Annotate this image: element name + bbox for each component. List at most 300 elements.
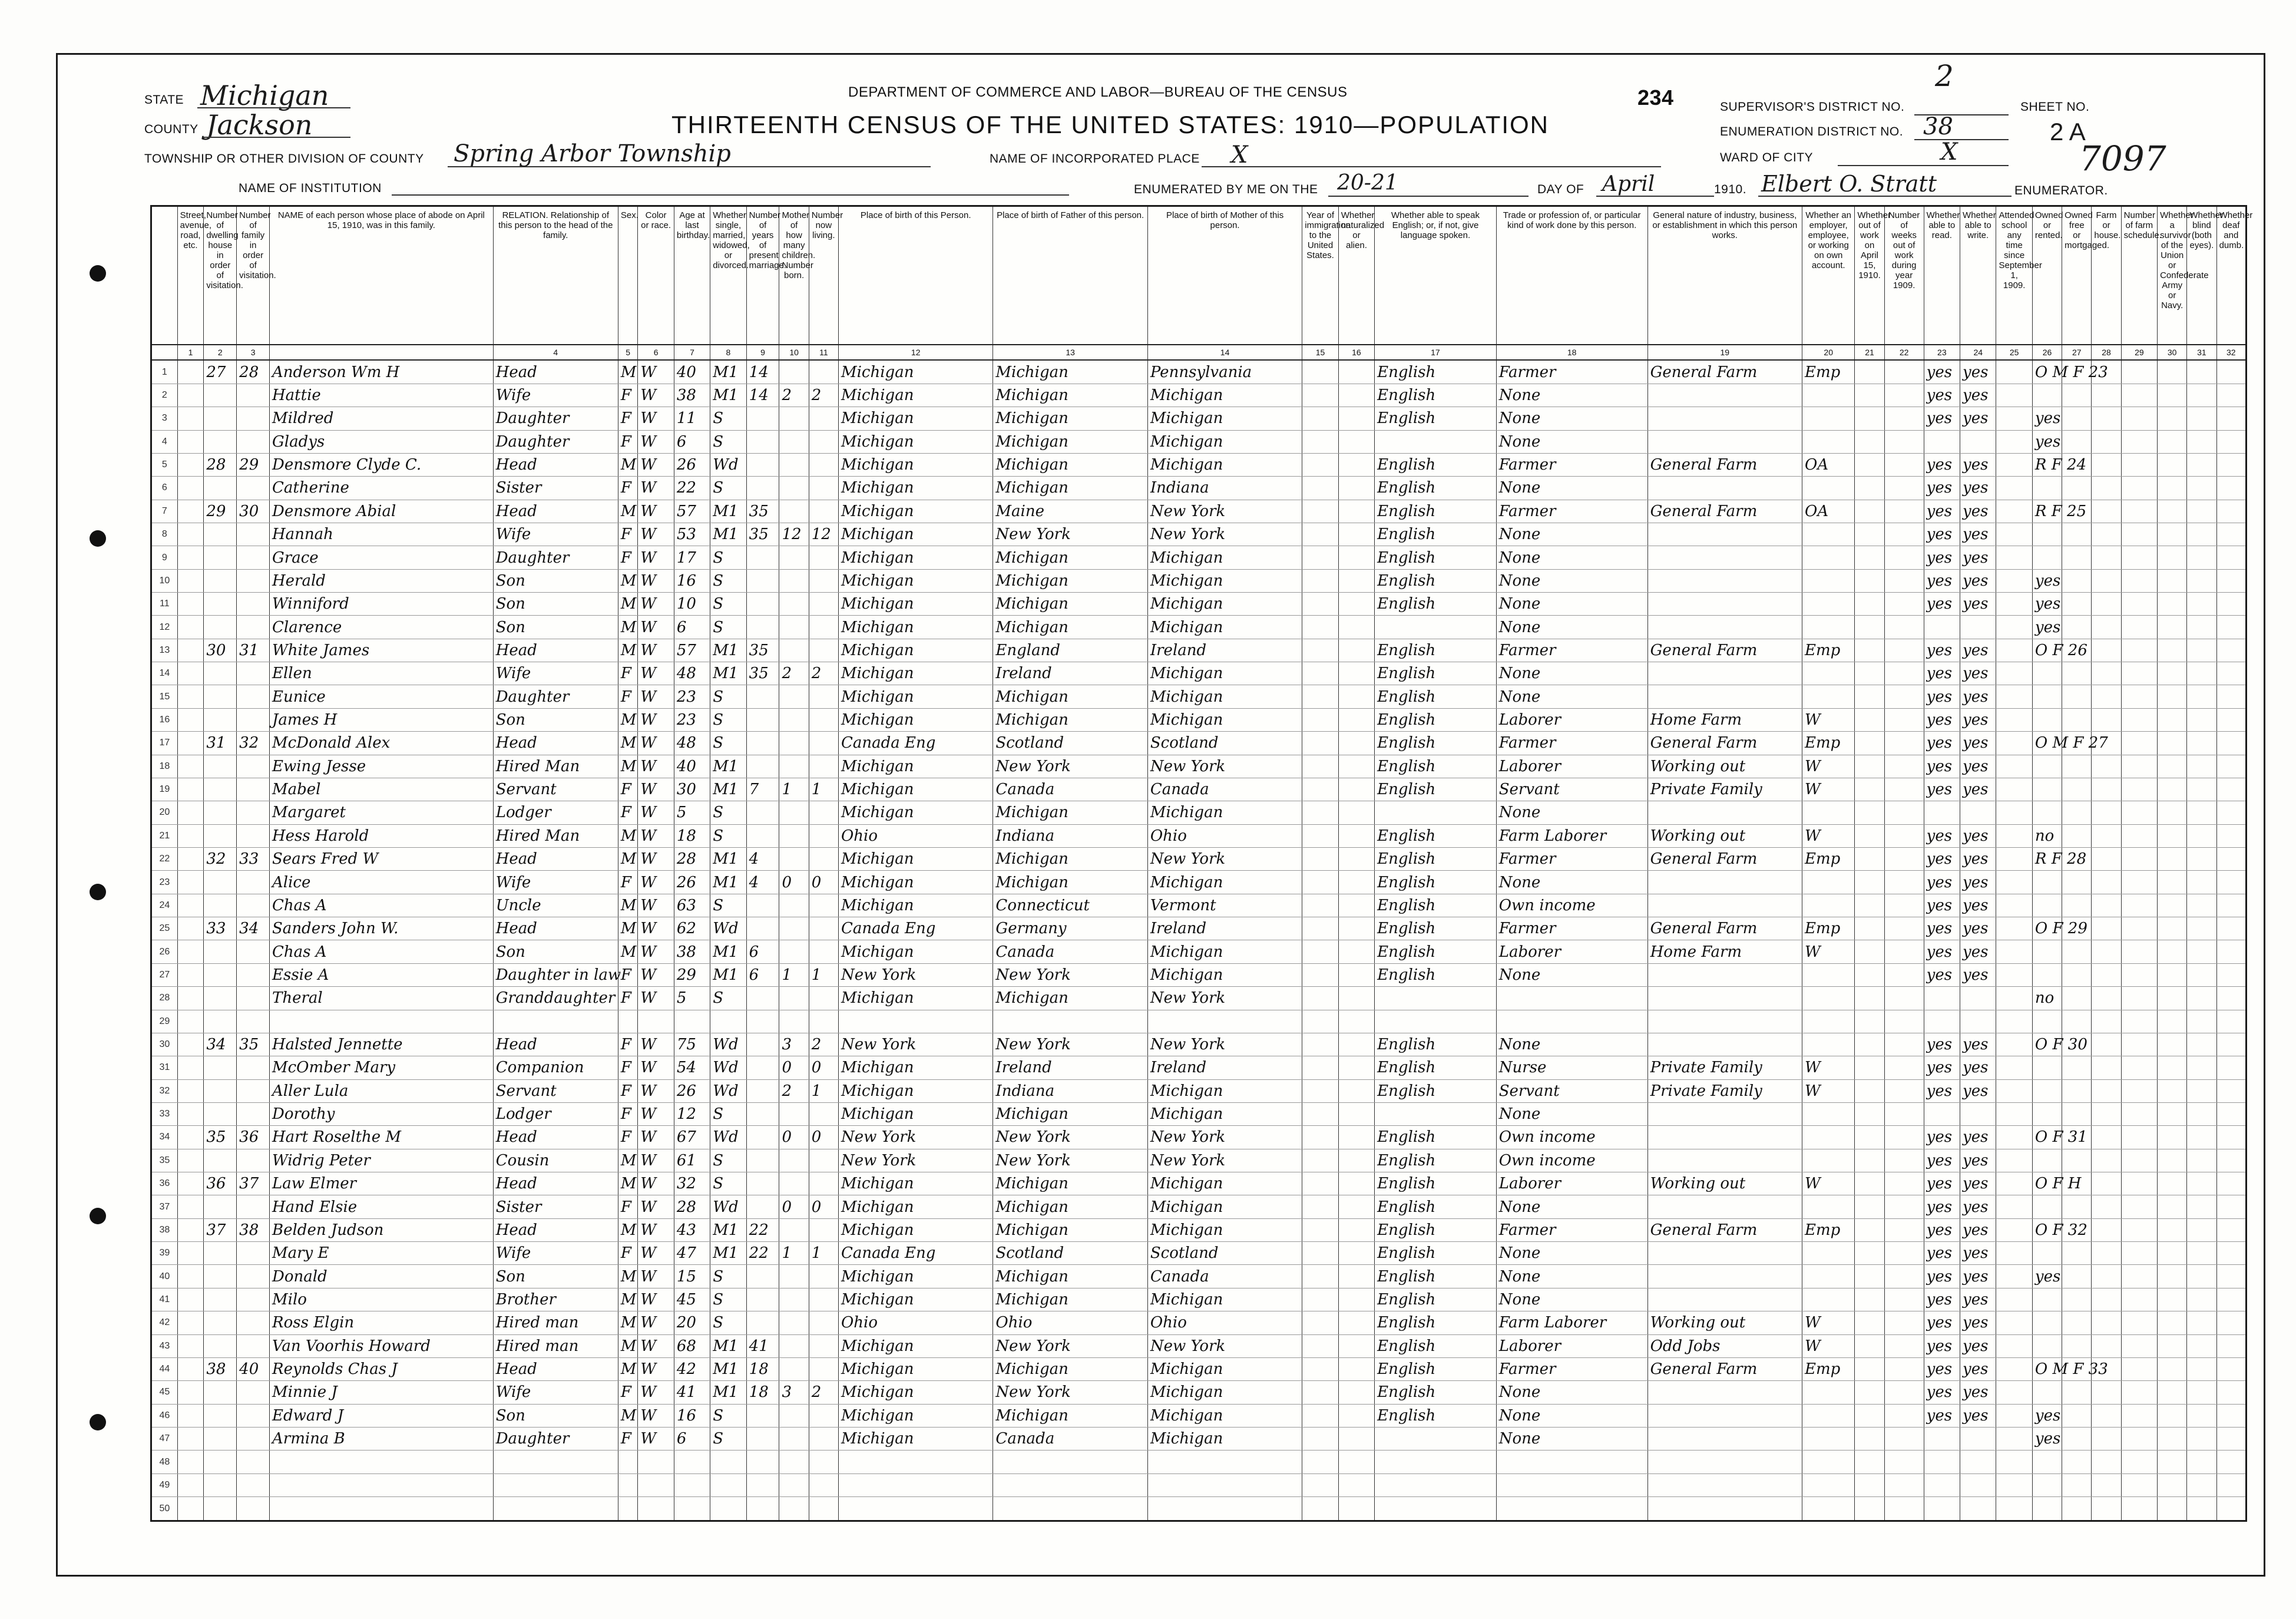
cell-liv (809, 848, 838, 871)
cell-liv (809, 1102, 838, 1125)
cell-fam (237, 685, 270, 708)
cell-fam (237, 963, 270, 986)
cell-rel: Wife (493, 523, 618, 546)
census-row (151, 848, 2247, 871)
cell-fam: 40 (237, 1357, 270, 1380)
cell-rel: Lodger (493, 1102, 618, 1125)
cell-empty (2062, 477, 2092, 500)
cell-read: yes (1924, 569, 1960, 592)
cell-fpob: Indiana (993, 1079, 1147, 1102)
cell-empty (1302, 1451, 1338, 1473)
cell-empty (2092, 477, 2121, 500)
cell-write: yes (1960, 708, 1996, 731)
cell-empty (1338, 1311, 1374, 1334)
cell-ind (1647, 593, 1802, 616)
cell-empty (2216, 384, 2246, 407)
cell-empty (177, 755, 204, 778)
cell-age (674, 1497, 710, 1521)
cell-empty (1338, 1357, 1374, 1380)
cell-sex: M (618, 732, 638, 755)
line-number: 3 (151, 407, 178, 430)
cell-empty (1884, 1149, 1924, 1172)
county-value: Jackson (206, 109, 313, 141)
cell-sex: M (618, 1311, 638, 1334)
cell-empty (2216, 848, 2246, 871)
cell-empty (2216, 1033, 2246, 1056)
cell-empty (1996, 1473, 2032, 1496)
cell-ind (1647, 1497, 1802, 1521)
cell-empty (2092, 662, 2121, 685)
cell-fpob: Canada (993, 778, 1147, 801)
cell-empty (2121, 894, 2157, 917)
cell-yrs (746, 732, 779, 755)
cell-empty (2062, 778, 2092, 801)
cell-mar: M1 (710, 639, 746, 662)
cell-occ: Farmer (1496, 848, 1647, 871)
cell-read: yes (1924, 1381, 1960, 1404)
cell-born (779, 894, 809, 917)
cell-empty (1338, 1195, 1374, 1218)
cell-empty (2187, 453, 2216, 476)
cell-empty (1855, 1010, 1884, 1033)
cell-age: 42 (674, 1357, 710, 1380)
line-number: 1 (151, 360, 178, 384)
cell-emp (1802, 569, 1855, 592)
cell-empty (177, 871, 204, 894)
cell-empty (1996, 384, 2032, 407)
line-number: 24 (151, 894, 178, 917)
cell-empty (177, 662, 204, 685)
cell-born (779, 755, 809, 778)
cell-age: 16 (674, 1404, 710, 1427)
cell-mpob (1147, 1010, 1302, 1033)
cell-empty (2158, 987, 2187, 1010)
cell-dw: 32 (204, 848, 237, 871)
cell-sex: M (618, 940, 638, 963)
line-number: 50 (151, 1497, 178, 1521)
cell-empty (1302, 963, 1338, 986)
cell-ind (1647, 1033, 1802, 1056)
column-header: Whether naturalized or alien. (1338, 206, 1374, 345)
cell-fam (237, 871, 270, 894)
cell-age: 57 (674, 639, 710, 662)
cell-empty (1302, 1033, 1338, 1056)
cell-empty (1996, 1033, 2032, 1056)
cell-empty (2092, 1218, 2121, 1241)
cell-eng: English (1375, 963, 1497, 986)
cell-pob: Michigan (838, 708, 992, 731)
cell-empty (1338, 778, 1374, 801)
line-number: 47 (151, 1427, 178, 1450)
cell-mar: S (710, 616, 746, 639)
cell-empty (1302, 871, 1338, 894)
cell-write: yes (1960, 963, 1996, 986)
line-number: 20 (151, 801, 178, 824)
column-header: NAME of each person whose place of abode on April 15, 1910, was in this family. (270, 206, 494, 345)
cell-born (779, 430, 809, 453)
cell-empty (1996, 593, 2032, 616)
cell-occ: None (1496, 384, 1647, 407)
cell-eng: English (1375, 1265, 1497, 1288)
cell-race: W (638, 708, 674, 731)
cell-empty (2121, 546, 2157, 569)
cell-read: yes (1924, 1404, 1960, 1427)
cell-age: 17 (674, 546, 710, 569)
cell-eng: English (1375, 546, 1497, 569)
cell-mar: S (710, 801, 746, 824)
cell-empty (2216, 1079, 2246, 1102)
cell-ind (1647, 1265, 1802, 1288)
cell-own (2032, 1381, 2062, 1404)
cell-mpob: Michigan (1147, 1404, 1302, 1427)
cell-empty (177, 987, 204, 1010)
cell-mar: Wd (710, 1079, 746, 1102)
cell-empty (2187, 1473, 2216, 1496)
cell-empty (2092, 1473, 2121, 1496)
cell-born (779, 1357, 809, 1380)
cell-born: 1 (779, 1242, 809, 1265)
cell-pob: Michigan (838, 662, 992, 685)
column-header: Street, avenue, road, etc. (177, 206, 204, 345)
cell-rel: Head (493, 1033, 618, 1056)
cell-name: Hart Roselthe M (270, 1126, 494, 1149)
cell-race: W (638, 662, 674, 685)
cell-empty (1338, 755, 1374, 778)
cell-empty (2092, 523, 2121, 546)
cell-read: yes (1924, 894, 1960, 917)
cell-ind (1647, 407, 1802, 430)
cell-own (2032, 778, 2062, 801)
sheet-value: 2 A (2050, 118, 2086, 146)
cell-race: W (638, 1357, 674, 1380)
line-number: 5 (151, 453, 178, 476)
cell-empty (177, 1334, 204, 1357)
cell-own: yes (2032, 616, 2062, 639)
cell-rel: Head (493, 1218, 618, 1241)
cell-empty (1338, 917, 1374, 940)
cell-empty (1884, 778, 1924, 801)
cell-eng: English (1375, 453, 1497, 476)
cell-liv (809, 546, 838, 569)
cell-mar: S (710, 1427, 746, 1450)
cell-ind: General Farm (1647, 453, 1802, 476)
cell-read (1924, 430, 1960, 453)
page-number: 234 (1637, 85, 1674, 110)
column-header: Whether able to speak English; or, if not, give language spoken. (1375, 206, 1497, 345)
cell-yrs: 6 (746, 963, 779, 986)
cell-age: 57 (674, 500, 710, 523)
cell-mpob: Ireland (1147, 1056, 1302, 1079)
column-number: 27 (2062, 345, 2092, 360)
cell-rel: Son (493, 1404, 618, 1427)
cell-write: yes (1960, 1056, 1996, 1079)
cell-occ: Farmer (1496, 1218, 1647, 1241)
cell-sex: M (618, 593, 638, 616)
cell-emp (1802, 1497, 1855, 1521)
cell-own: O F 32 (2032, 1218, 2062, 1241)
cell-fam (237, 523, 270, 546)
cell-empty (1884, 1404, 1924, 1427)
cell-empty (1855, 685, 1884, 708)
cell-empty (1302, 708, 1338, 731)
cell-name: Aller Lula (270, 1079, 494, 1102)
cell-dw (204, 963, 237, 986)
column-header: Number of farm schedule. (2121, 206, 2157, 345)
cell-sex: F (618, 1079, 638, 1102)
cell-born (779, 569, 809, 592)
cell-eng: English (1375, 500, 1497, 523)
cell-yrs (746, 987, 779, 1010)
cell-mpob: Michigan (1147, 616, 1302, 639)
cell-empty (1996, 1427, 2032, 1450)
cell-yrs: 35 (746, 523, 779, 546)
cell-read: yes (1924, 1357, 1960, 1380)
cell-empty (2216, 1497, 2246, 1521)
cell-sex (618, 1473, 638, 1496)
cell-empty (2216, 546, 2246, 569)
cell-write: yes (1960, 848, 1996, 871)
cell-pob: New York (838, 1033, 992, 1056)
cell-name: Densmore Clyde C. (270, 453, 494, 476)
cell-emp (1802, 963, 1855, 986)
cell-rel: Hired Man (493, 755, 618, 778)
column-number: 23 (1924, 345, 1960, 360)
line-number: 27 (151, 963, 178, 986)
cell-ind: General Farm (1647, 360, 1802, 384)
cell-read: yes (1924, 848, 1960, 871)
cell-born (779, 1473, 809, 1496)
cell-emp (1802, 1427, 1855, 1450)
cell-empty (2158, 755, 2187, 778)
cell-mpob: New York (1147, 1126, 1302, 1149)
column-number: 3 (237, 345, 270, 360)
column-header: Whether a survivor of the Union or Confederate Army or Navy. (2158, 206, 2187, 345)
cell-empty (2187, 1381, 2216, 1404)
cell-empty (2158, 685, 2187, 708)
line-number: 16 (151, 708, 178, 731)
cell-empty (2121, 1242, 2157, 1265)
cell-pob: Michigan (838, 1357, 992, 1380)
cell-empty (1338, 1102, 1374, 1125)
cell-empty (1996, 546, 2032, 569)
cell-own (2032, 685, 2062, 708)
cell-sex: M (618, 1334, 638, 1357)
line-number: 34 (151, 1126, 178, 1149)
cell-empty (2121, 1404, 2157, 1427)
cell-liv: 0 (809, 1195, 838, 1218)
column-number: 2 (204, 345, 237, 360)
township-label: TOWNSHIP OR OTHER DIVISION OF COUNTY (144, 152, 424, 166)
line-number: 36 (151, 1172, 178, 1195)
cell-empty (177, 801, 204, 824)
cell-pob: Michigan (838, 500, 992, 523)
census-row (151, 1056, 2247, 1079)
cell-fpob: Michigan (993, 1195, 1147, 1218)
cell-write: yes (1960, 407, 1996, 430)
cell-occ: Own income (1496, 1149, 1647, 1172)
cell-own (2032, 1010, 2062, 1033)
cell-pob: Michigan (838, 1404, 992, 1427)
cell-empty (2092, 824, 2121, 847)
cell-name: Sanders John W. (270, 917, 494, 940)
cell-empty (177, 360, 204, 384)
cell-empty (2158, 1033, 2187, 1056)
cell-fpob: Ireland (993, 1056, 1147, 1079)
cell-empty (1884, 407, 1924, 430)
cell-empty (177, 477, 204, 500)
cell-rel (493, 1497, 618, 1521)
cell-empty (2092, 778, 2121, 801)
column-number: 29 (2121, 345, 2157, 360)
cell-born: 0 (779, 871, 809, 894)
cell-mar: S (710, 1404, 746, 1427)
cell-dw (204, 593, 237, 616)
cell-empty (1338, 685, 1374, 708)
cell-mar: M1 (710, 848, 746, 871)
cell-empty (2187, 1288, 2216, 1311)
cell-age: 54 (674, 1056, 710, 1079)
cell-empty (1996, 778, 2032, 801)
cell-empty (1855, 1265, 1884, 1288)
cell-empty (2158, 384, 2187, 407)
cell-liv: 2 (809, 384, 838, 407)
cell-empty (2158, 1451, 2187, 1473)
cell-empty (1855, 430, 1884, 453)
cell-pob: Michigan (838, 894, 992, 917)
cell-rel: Son (493, 940, 618, 963)
cell-age (674, 1473, 710, 1496)
cell-empty (1338, 1427, 1374, 1450)
cell-age: 62 (674, 917, 710, 940)
cell-dw (204, 778, 237, 801)
cell-empty (2092, 407, 2121, 430)
township-value: Spring Arbor Township (454, 140, 731, 167)
cell-mpob: Michigan (1147, 546, 1302, 569)
cell-mpob: Michigan (1147, 593, 1302, 616)
cell-occ: Farmer (1496, 1357, 1647, 1380)
cell-rel: Son (493, 569, 618, 592)
cell-born (779, 1311, 809, 1334)
cell-emp: Emp (1802, 360, 1855, 384)
cell-dw (204, 708, 237, 731)
cell-name: Belden Judson (270, 1218, 494, 1241)
cell-name: White James (270, 639, 494, 662)
column-number: 14 (1147, 345, 1302, 360)
cell-fpob: Canada (993, 940, 1147, 963)
column-header: Whether able to read. (1924, 206, 1960, 345)
cell-pob: Michigan (838, 1288, 992, 1311)
cell-rel: Hired man (493, 1334, 618, 1357)
cell-liv (809, 1288, 838, 1311)
cell-empty (1855, 546, 1884, 569)
cell-occ: None (1496, 546, 1647, 569)
cell-eng: English (1375, 848, 1497, 871)
cell-empty (2092, 1172, 2121, 1195)
cell-empty (177, 569, 204, 592)
cell-age: 29 (674, 963, 710, 986)
cell-empty (1996, 360, 2032, 384)
cell-empty (1996, 1451, 2032, 1473)
cell-empty (2092, 917, 2121, 940)
cell-empty (1302, 593, 1338, 616)
cell-empty (2062, 987, 2092, 1010)
cell-empty (1302, 1195, 1338, 1218)
column-header: Whether blind (both eyes). (2187, 206, 2216, 345)
cell-occ: Farmer (1496, 732, 1647, 755)
cell-mar (710, 1497, 746, 1521)
cell-emp: W (1802, 1079, 1855, 1102)
cell-occ: None (1496, 477, 1647, 500)
cell-liv (809, 1010, 838, 1033)
cell-empty (1996, 848, 2032, 871)
line-number: 39 (151, 1242, 178, 1265)
cell-fpob: Germany (993, 917, 1147, 940)
cell-born (779, 593, 809, 616)
cell-yrs: 22 (746, 1218, 779, 1241)
column-number: 25 (1996, 345, 2032, 360)
cell-rel: Head (493, 639, 618, 662)
cell-empty (2092, 1149, 2121, 1172)
cell-empty (2121, 1079, 2157, 1102)
cell-fam (237, 1334, 270, 1357)
cell-occ: None (1496, 801, 1647, 824)
cell-mpob: Michigan (1147, 871, 1302, 894)
cell-mar: M1 (710, 360, 746, 384)
column-number: 28 (2092, 345, 2121, 360)
cell-fpob: Michigan (993, 453, 1147, 476)
cell-empty (2158, 1381, 2187, 1404)
census-row (151, 1473, 2247, 1496)
cell-ind (1647, 1473, 1802, 1496)
cell-empty (1855, 453, 1884, 476)
column-header: Place of birth of this Person. (838, 206, 992, 345)
cell-empty (2121, 1172, 2157, 1195)
cell-occ: None (1496, 1033, 1647, 1056)
cell-fpob: Michigan (993, 1357, 1147, 1380)
cell-name: Essie A (270, 963, 494, 986)
cell-dw (204, 430, 237, 453)
cell-fpob: Michigan (993, 1102, 1147, 1125)
cell-empty (1338, 1033, 1374, 1056)
cell-mpob: Michigan (1147, 963, 1302, 986)
cell-empty (1996, 1497, 2032, 1521)
cell-empty (2187, 360, 2216, 384)
cell-empty (2216, 1334, 2246, 1357)
cell-emp (1802, 685, 1855, 708)
year-label: 1910. (1714, 183, 1747, 196)
cell-empty (1996, 1149, 2032, 1172)
cell-empty (1855, 848, 1884, 871)
line-number: 28 (151, 987, 178, 1010)
cell-empty (1996, 1056, 2032, 1079)
cell-empty (2092, 569, 2121, 592)
cell-eng: English (1375, 1404, 1497, 1427)
cell-empty (2216, 593, 2246, 616)
cell-empty (2187, 848, 2216, 871)
cell-born (779, 801, 809, 824)
cell-born (779, 1149, 809, 1172)
column-header: Sex. (618, 206, 638, 345)
cell-liv (809, 1218, 838, 1241)
cell-write: yes (1960, 824, 1996, 847)
column-number: 20 (1802, 345, 1855, 360)
cell-empty (2062, 1334, 2092, 1357)
cell-name: Minnie J (270, 1381, 494, 1404)
cell-read: yes (1924, 1195, 1960, 1218)
census-row (151, 1079, 2247, 1102)
cell-empty (2216, 1149, 2246, 1172)
cell-empty (1884, 1033, 1924, 1056)
